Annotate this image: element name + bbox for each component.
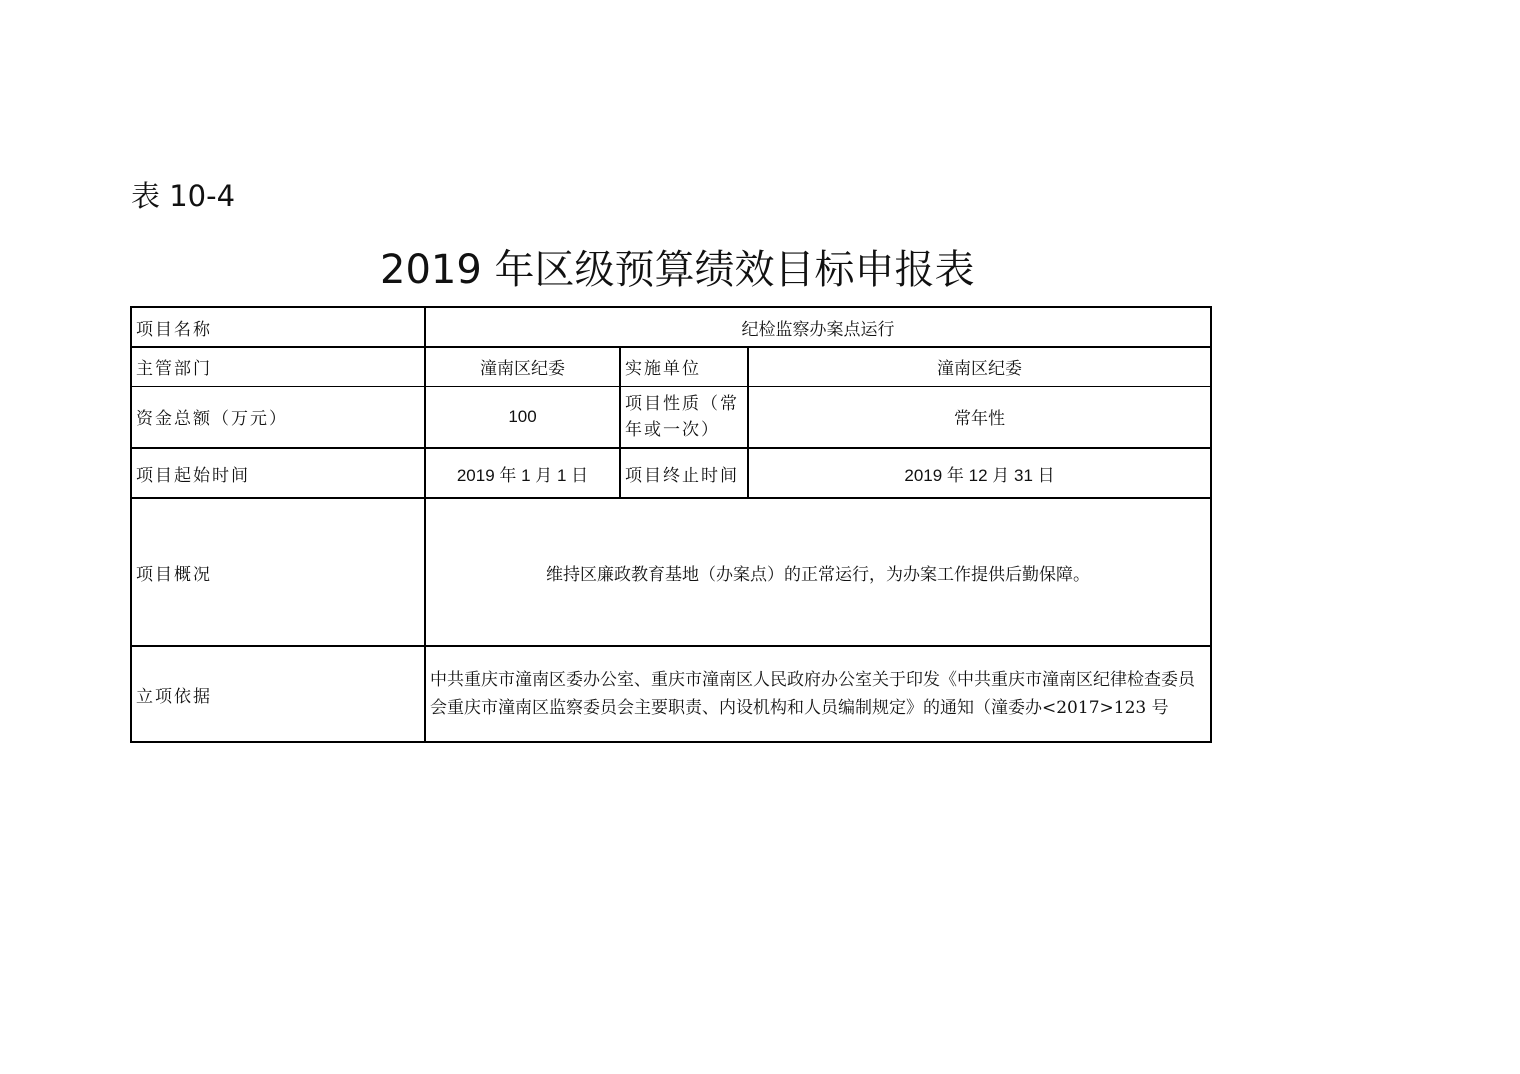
unit-value: 潼南区纪委 [748,347,1211,386]
project-name-label: 项目名称 [131,307,425,347]
row-summary [131,498,1211,646]
fund-value: 100 [425,386,620,448]
document-title: 2019 年区级预算绩效目标申报表 [380,247,975,293]
dept-value: 潼南区纪委 [425,347,620,386]
start-time-value: 2019 年 1 月 1 日 [425,448,620,498]
row-project-name [131,307,1211,347]
row-basis [131,646,1211,742]
table-number-label: 表 10-4 [131,179,236,213]
summary-label: 项目概况 [131,498,425,646]
summary-value: 维持区廉政教育基地（办案点）的正常运行，为办案工作提供后勤保障。 [425,498,1211,646]
row-dates [131,448,1211,498]
start-time-label: 项目起始时间 [131,448,425,498]
row-fund [131,386,1211,448]
end-time-label: 项目终止时间 [620,448,748,498]
row-department [131,347,1211,386]
basis-value: 中共重庆市潼南区委办公室、重庆市潼南区人民政府办公室关于印发《中共重庆市潼南区纪律检查委员会重庆市潼南区监察委员会主要职责、内设机构和人员编制规定》的通知（潼委办<2017>123 号 [425,646,1211,742]
budget-target-form-table [130,306,1212,743]
basis-label: 立项依据 [131,646,425,742]
fund-label: 资金总额（万元） [131,386,425,448]
nature-label: 项目性质（常年或一次） [620,386,748,448]
dept-label: 主管部门 [131,347,425,386]
nature-value: 常年性 [748,386,1211,448]
project-name-value: 纪检监察办案点运行 [425,307,1211,347]
unit-label: 实施单位 [620,347,748,386]
end-time-value: 2019 年 12 月 31 日 [748,448,1211,498]
